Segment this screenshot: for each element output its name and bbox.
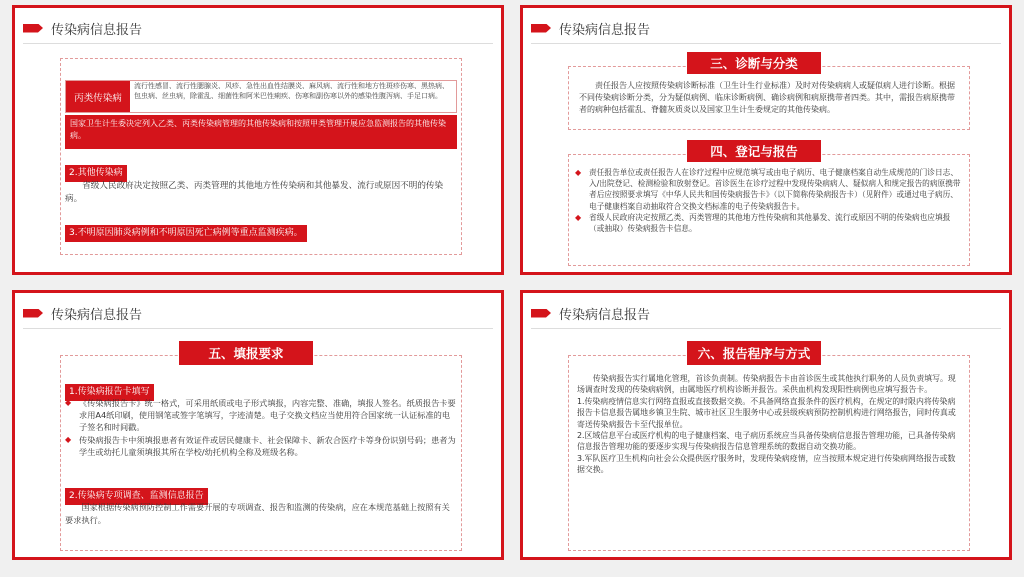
header-title: 传染病信息报告 [51,22,143,38]
intro-text: 传染病报告实行属地化管理，首诊负责制。传染病报告卡由首诊医生或其他执行职务的人员负责填写。现场调查时发现的传染病病例，由属地医疗机构诊断并报告。采供血机构发现阳性病例也应填写报告卡。 [577,374,956,395]
slide-4 [520,290,1012,560]
class-c-desc: 流行性感冒、流行性腮腺炎、风疹、急性出血性结膜炎、麻风病、流行性和地方性斑疹伤寒、黑热病、包虫病、丝虫病，除霍乱、细菌性和阿米巴性痢疾、伤寒和副伤寒以外的感染性腹泻病、手足口病。 [134,82,449,100]
sec6-title: 六、报告程序与方式 [687,341,821,365]
header-divider [23,43,493,44]
header-divider [23,328,493,329]
flag-icon [23,24,43,33]
sub2-title: 2.传染病专项调查、监测信息报告 [65,488,208,505]
flag-icon [531,309,551,318]
sec3-title: 3.不明原因肺炎病例和不明原因死亡病例等重点监测疾病。 [65,225,307,242]
slide-2 [520,5,1012,275]
header-title: 传染病信息报告 [559,307,651,323]
note-box: 国家卫生计生委决定列入乙类、丙类传染病管理的其他传染病和按照甲类管理开展应急监测报告的其他传染病。 [65,115,457,149]
sec5-title: 五、填报要求 [179,341,313,365]
list-item: ◆ 传染病报告卡中须填报患者有效证件或居民健康卡、社会保障卡、新农合医疗卡等身份识别号码；患者为学生或幼托儿童须填报其所在学校/幼托机构全称及班级名称。 [65,434,457,458]
list-item: ◆ 省级人民政府决定按照乙类、丙类管理的其他地方性传染病和其他暴发、流行或原因不明的传染病也应填报（或抽取）传染病报告卡信息。 [575,212,965,234]
sec3-text: 责任报告人应按照传染病诊断标准（卫生计生行业标准）及时对传染病病人或疑似病人进行诊断。根据不同传染病诊断分类，分为疑似病例、临床诊断病例、确诊病例和病原携带者四类。其中，需报告病原携带者的病种包括霍乱、脊髓灰质炎以及国家卫生计生委规定的其他传染病。 [579,81,955,115]
item-2: 2.区域信息平台或医疗机构的电子健康档案、电子病历系统应当具备传染病信息报告管理功能，已具备传染病信息报告管理功能的要逐步实现与传染病报告信息管理系统的数据自动交换功能。 [577,431,956,452]
list-item: ◆ 责任报告单位或责任报告人在诊疗过程中应规范填写或由电子病历、电子健康档案自动生成规范的门诊日志、入/出院登记、检测检验和放射登记。首诊医生在诊疗过程中发现传染病病人、疑似病人和规定报告的病原携带者后应按照要求填写《中华人民共和国传染病报告卡》（以下简称传染病报告卡）（见附件）或通过电子病历、电子健康档案自动抽取符合交换文档标准的电子传染病报告卡。 [575,167,965,212]
header-divider [531,43,1001,44]
slide-header [23,16,142,40]
flag-icon [23,309,43,318]
sec3-title: 三、诊断与分类 [687,52,821,74]
sec4-bullets [575,167,965,234]
sec2-text: 省级人民政府决定按照乙类、丙类管理的其他地方性传染病和其他暴发、流行或原因不明的传染病。 [65,181,444,205]
header-divider [531,328,1001,329]
sec3-tag-wrap [65,220,307,242]
class-c-label: 丙类传染病 [66,81,130,112]
slide-header [531,16,650,40]
item-1: 1.传染病疫情信息实行网络直报或直接数据交换。不具备网络直报条件的医疗机构，在规定的时限内将传染病报告卡信息报告属地乡镇卫生院、城市社区卫生服务中心或县级疾病预防控制机构进行网络报告，同时传真或寄送传染病报告卡至代报单位。 [577,396,956,429]
class-c-row [65,80,457,113]
sub1-title: 1.传染病报告卡填写 [65,384,154,401]
sub2-text: 国家根据传染病预防控制工作需要开展的专项调查、报告和监测的传染病，应在本规范基础上按照有关要求执行。 [65,502,450,525]
sec6-body [577,373,963,476]
header-title: 传染病信息报告 [51,307,143,323]
sec2-tag-wrap [65,160,127,182]
flag-icon [531,24,551,33]
slide-1 [12,5,504,275]
item-3: 3.军队医疗卫生机构向社会公众提供医疗服务时，发现传染病疫情，应当按照本规定进行传染病网络报告或数据交换。 [577,453,956,475]
list-item: ◆ 《传染病报告卡》统一格式，可采用纸质或电子形式填报，内容完整、准确，填报人签名。纸质报告卡要求用A4纸印刷，使用钢笔或签字笔填写，字迹清楚。电子交换文档应当使用符合国家统一认证标准的电子签名和时间戳。 [65,397,457,434]
slide-header [23,301,142,325]
sub1-bullets [65,397,457,458]
header-title: 传染病信息报告 [559,22,651,38]
slide-header [531,301,650,325]
slide-3 [12,290,504,560]
sec2-title: 2.其他传染病 [65,165,127,182]
sec4-title: 四、登记与报告 [687,140,821,162]
